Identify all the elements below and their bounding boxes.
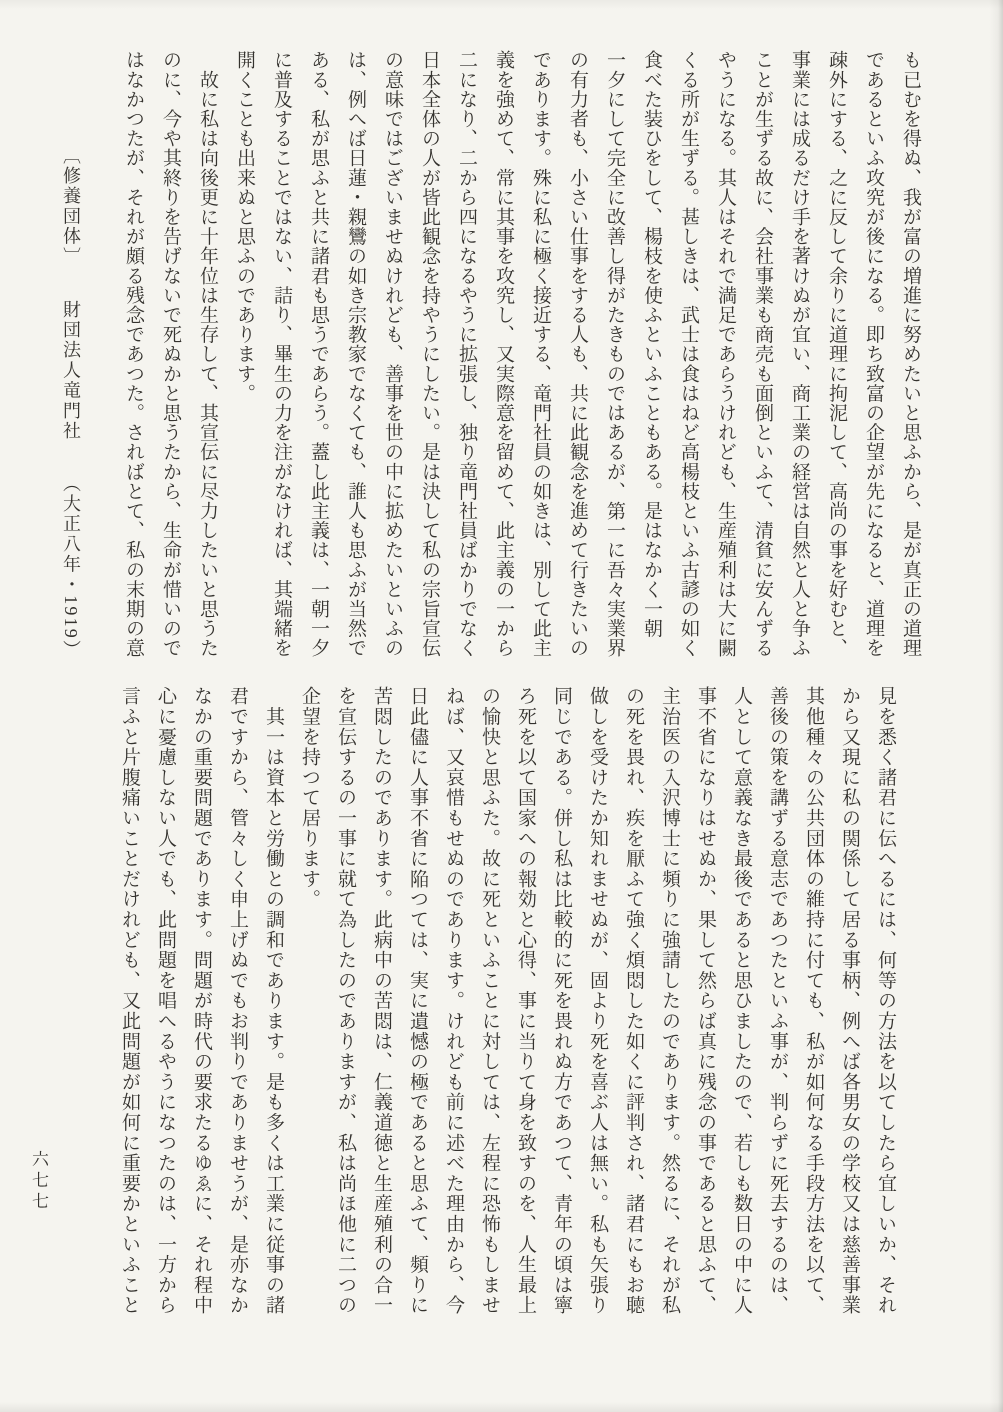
text-column: 苦悶したのであります。此病中の苦悶は、仁義道徳と生産殖利の合一 bbox=[371, 686, 392, 1316]
text-column: から又現に私の関係して居る事柄、例へば各男女の学校又は慈善事業 bbox=[839, 686, 860, 1316]
section-header-date: （大正八年・1919） bbox=[61, 474, 81, 661]
text-column: の愉快と思ふた。故に死といふことに対しては、左程に恐怖もしませ bbox=[479, 686, 500, 1316]
text-column: 其一は資本と労働との調和であります。是も多くは工業に従事の諸 bbox=[263, 686, 284, 1316]
section-header bbox=[56, 146, 86, 660]
text-column: 義を強めて、常に其事を攻究し、又実際意を留めて、此主義の一から bbox=[493, 50, 514, 658]
text-column: 二になり、二から四になるやうに拡張し、独り竜門社員ばかりでなく bbox=[456, 50, 477, 658]
top-text-block bbox=[115, 50, 929, 678]
text-column: ある、私が思ふと共に諸君も思うであらう。蓋し此主義は、一朝一夕 bbox=[308, 50, 329, 658]
text-column: 君ですから、管々しく申上げぬでもお判りでありませうが、是亦なか bbox=[227, 686, 248, 1316]
text-column: 疎外にする、之に反して余りに道理に拘泥して、高尚の事を好むと、 bbox=[826, 50, 847, 658]
text-column: 同じである。併し私は比較的に死を畏れぬ方であつて、青年の頃は寧 bbox=[551, 686, 572, 1316]
text-column: ことが生ずる故に、会社事業も商売も面倒といふて、清貧に安んずる bbox=[752, 50, 773, 658]
text-column: ろ死を以て国家への報効と心得、事に当りて身を致すのを、人生最上 bbox=[515, 686, 536, 1316]
text-column: 日此儘に人事不省に陥つては、実に遺憾の極であると思ふて、頻りに bbox=[407, 686, 428, 1316]
text-column: ねば、又哀惜もせぬのであります。けれども前に述べた理由から、今 bbox=[443, 686, 464, 1316]
text-column: 企望を持つて居ります。 bbox=[299, 686, 320, 910]
page-number: 六七七 bbox=[29, 1150, 48, 1213]
text-column: であるといふ攻究が後になる。即ち致富の企望が先になると、道理を bbox=[863, 50, 884, 658]
text-column: の死を畏れ、疾を厭ふて強く煩悶した如くに評判され、諸君にもお聴 bbox=[623, 686, 644, 1316]
section-header-title: 財団法人竜門社 bbox=[61, 299, 81, 442]
text-column: 開くことも出来ぬと思ふのであります。 bbox=[234, 50, 255, 403]
text-column: 心に憂慮しない人でも、此問題を唱へるやうになつたのは、一方から bbox=[155, 686, 176, 1316]
text-column: 主治医の入沢博士に頻りに強請したのであります。然るに、それが私 bbox=[659, 686, 680, 1316]
text-column: 人として意義なき最後であると思ひましたので、若しも数日の中に人 bbox=[731, 686, 752, 1316]
text-column: 日本全体の人が皆此観念を持やうにしたい。是は決して私の宗旨宣伝 bbox=[419, 50, 440, 658]
text-column: は、例へば日蓮・親鸞の如き宗教家でなくても、誰人も思ふが当然で bbox=[345, 50, 366, 658]
text-column: 做しを受けたか知れませぬが、固より死を喜ぶ人は無い。私も矢張り bbox=[587, 686, 608, 1316]
text-column: やうになる。其人はそれで満足であらうけれども、生産殖利は大に闕 bbox=[715, 50, 736, 658]
text-column: に普及することではない、詰り、畢生の力を注がなければ、其端緒を bbox=[271, 50, 292, 658]
section-header-category: 〔修養団体〕 bbox=[61, 146, 81, 268]
text-column: 言ふと片腹痛いことだけれども、又此問題が如何に重要かといふこと bbox=[119, 686, 140, 1316]
text-column: も已むを得ぬ、我が富の増進に努めたいと思ふから、是が真正の道理 bbox=[900, 50, 921, 658]
text-column: 見を悉く諸君に伝へるには、何等の方法を以てしたら宜しいか、それ bbox=[875, 686, 896, 1316]
text-column: 善後の策を講ずる意志であつたといふ事が、判らずに死去するのは、 bbox=[767, 686, 788, 1316]
text-column: 食べた装ひをして、楊枝を使ふといふこともある。是はなかく一朝 bbox=[641, 50, 662, 638]
text-column: の有力者も、小さい仕事をする人も、共に此観念を進めて行きたいの bbox=[567, 50, 588, 658]
text-column: くる所が生ずる。甚しきは、武士は食はねど高楊枝といふ古諺の如く bbox=[678, 50, 699, 658]
text-column: 事不省になりはせぬか、果して然らば真に残念の事であると思ふて、 bbox=[695, 686, 716, 1316]
text-column: を宣伝するの一事に就て為したのでありますが、私は尚ほ他に二つの bbox=[335, 686, 356, 1316]
text-column: 一夕にして完全に改善し得がたきものではあるが、第一に吾々実業界 bbox=[604, 50, 625, 658]
text-column: なかの重要問題であります。問題が時代の要求たるゆゑに、それ程中 bbox=[191, 686, 212, 1316]
text-column: の意味ではございませぬけれども、善事を世の中に拡めたいといふの bbox=[382, 50, 403, 658]
text-column: 故に私は向後更に十年位は生存して、其宣伝に尽力したいと思うた bbox=[197, 50, 218, 658]
text-column: のに、今や其終りを告げないで死ぬかと思うたから、生命が惜いので bbox=[160, 50, 181, 658]
text-column: はなかつたが、それが頗る残念であつた。さればとて、私の末期の意 bbox=[123, 50, 144, 658]
text-column: 事業には成るだけ手を著けぬが宜い、商工業の経営は自然と人と争ふ bbox=[789, 50, 810, 658]
text-column: であります。殊に私に極く接近する、竜門社員の如きは、別して此主 bbox=[530, 50, 551, 658]
bottom-text-block bbox=[111, 686, 903, 1334]
text-column: 其他種々の公共団体の維持に付ても、私が如何なる手段方法を以て、 bbox=[803, 686, 824, 1316]
